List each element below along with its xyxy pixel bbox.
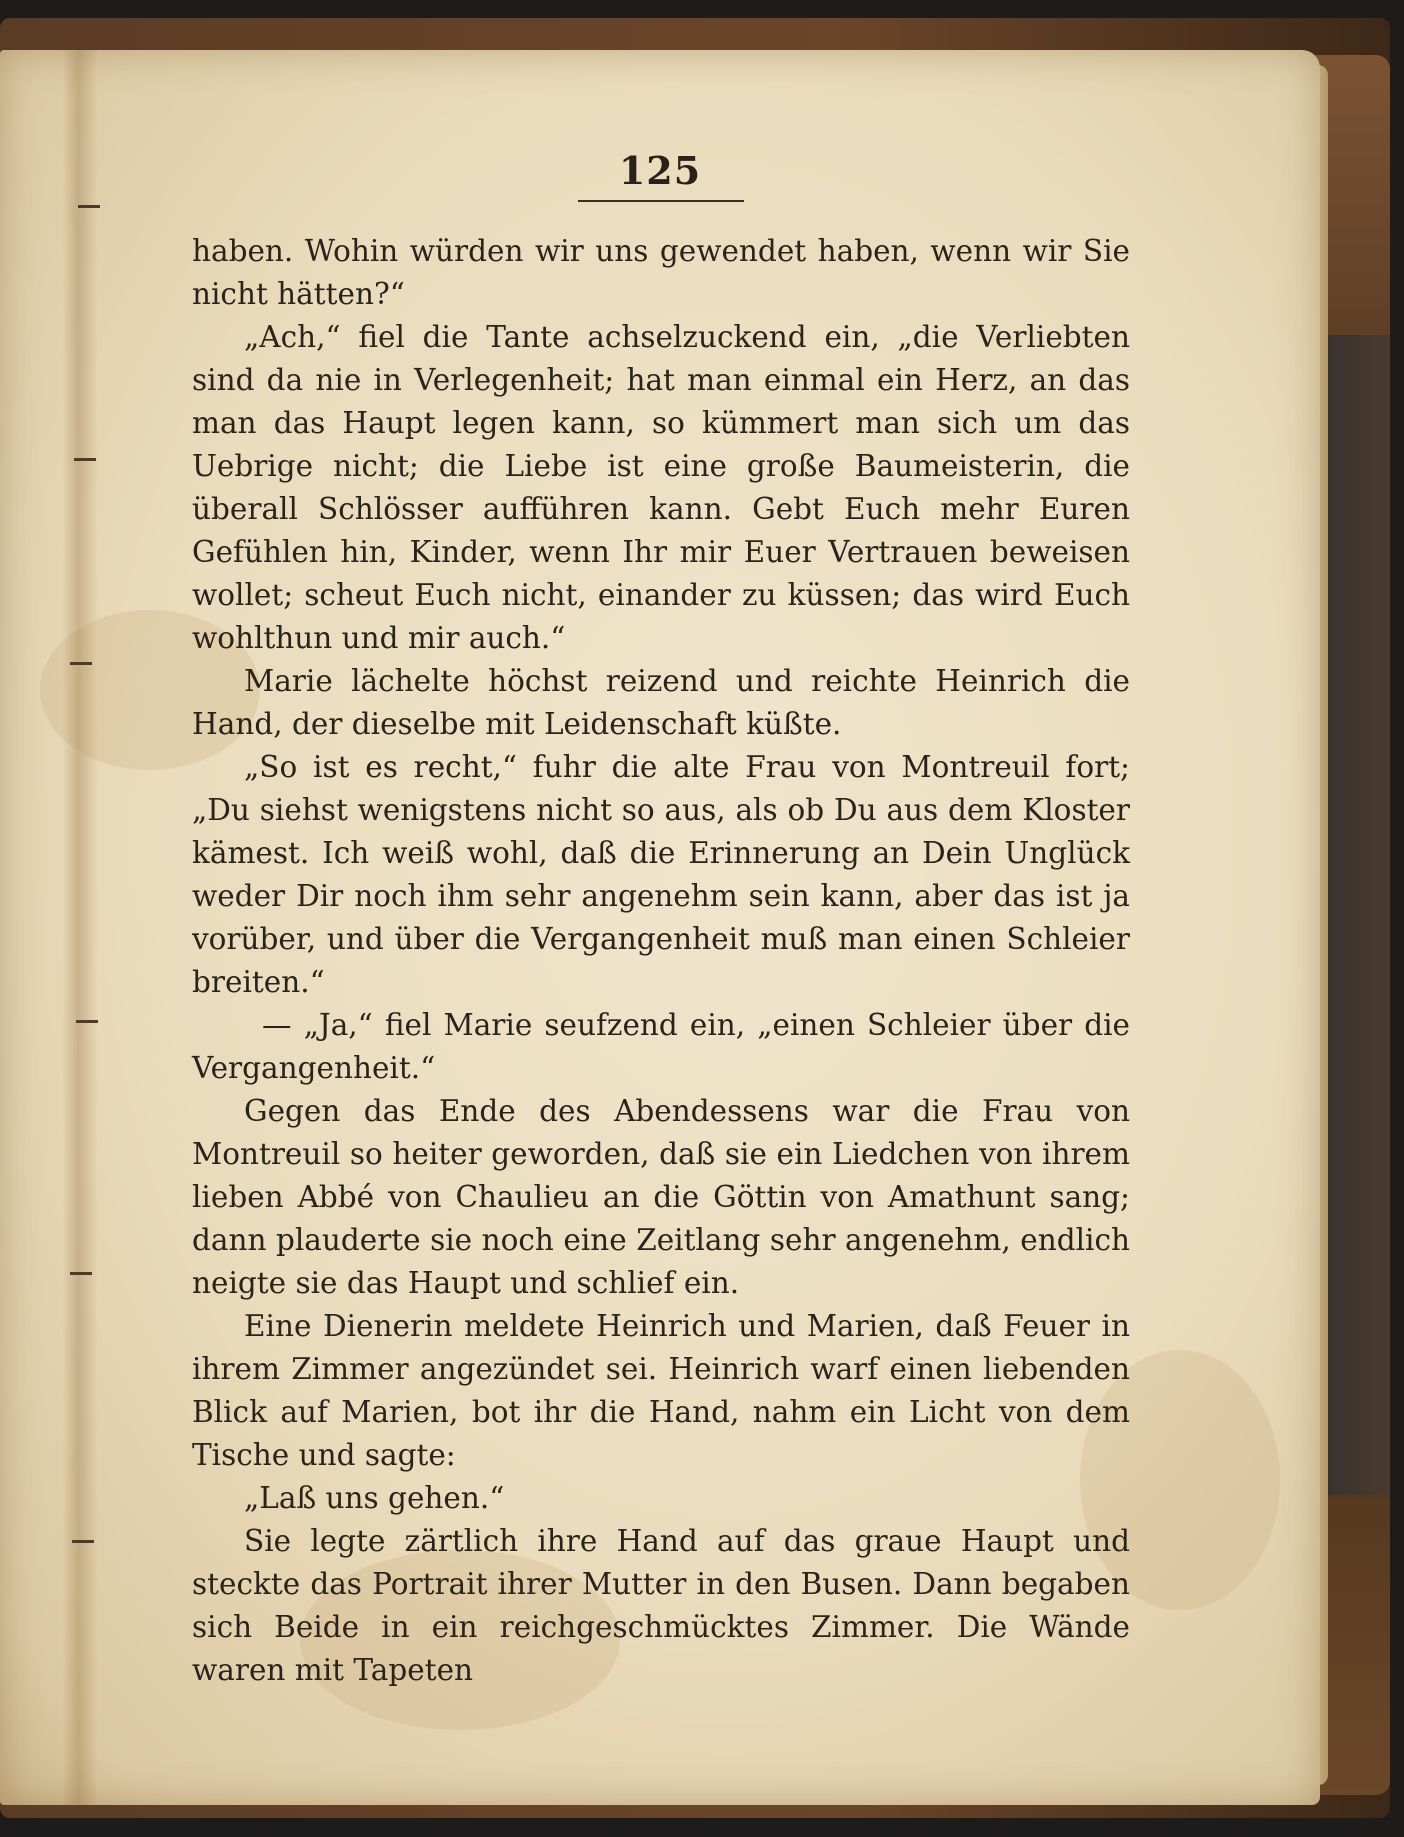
paragraph: Gegen das Ende des Abendessens war die Frau von Montreuil so heiter geworden, daß sie ein Liedchen von ihrem lieben Abbé von Chaulieu an die Göttin von Amathunt sang; dann plauderte sie noch eine Zeitlang sehr angenehm, endlich neigte sie das Haupt und schlief ein.: [192, 1094, 1130, 1300]
margin-mark: [74, 458, 96, 461]
paragraph: „Ach,“ fiel die Tante achselzuckend ein, „die Verliebten sind da nie in Verlegenheit; hat man einmal ein Herz, an das man das Haupt legen kann, so kümmert man sich um das Uebrige nicht; die Liebe ist eine große Baumeisterin, die überall Schlösser aufführen kann. Gebt Euch mehr Euren Gefühlen hin, Kinder, wenn Ihr mir Euer Vertrauen beweisen wollet; scheut Euch nicht, einander zu küssen; das wird Euch wohlthun und mir auch.“: [192, 320, 1130, 655]
margin-mark: [78, 205, 100, 208]
paragraph: Eine Dienerin meldete Heinrich und Marien, daß Feuer in ihrem Zimmer angezündet sei. Heinrich warf einen liebenden Blick auf Marien, bot ihr die Hand, nahm ein Licht von dem Tische und sagte:: [192, 1309, 1130, 1472]
paragraph: Sie legte zärtlich ihre Hand auf das graue Haupt und steckte das Portrait ihrer Mutter in den Busen. Dann begaben sich Beide in ein reichgeschmücktes Zimmer. Die Wände waren mit Tapeten: [192, 1524, 1130, 1687]
paragraph: „Laß uns gehen.“: [244, 1481, 505, 1515]
paragraph: „So ist es recht,“ fuhr die alte Frau von Montreuil fort; „Du siehst wenigstens nicht so aus, als ob Du aus dem Kloster kämest. Ich weiß wohl, daß die Erinnerung an Dein Unglück weder Dir noch ihm sehr angenehm sein kann, aber das ist ja vorüber, und über die Vergangenheit muß man einen Schleier breiten.“: [192, 750, 1130, 999]
header-rule: [578, 200, 744, 202]
margin-mark: [76, 1020, 98, 1023]
paragraph: Marie lächelte höchst reizend und reichte Heinrich die Hand, der dieselbe mit Leidenschaft küßte.: [192, 664, 1130, 741]
margin-mark: [72, 1540, 94, 1543]
paragraph: haben. Wohin würden wir uns gewendet haben, wenn wir Sie nicht hätten?“: [192, 234, 1130, 311]
margin-mark: [70, 1272, 92, 1275]
paragraph: — „Ja,“ fiel Marie seufzend ein, „einen Schleier über die Vergangenheit.“: [192, 1008, 1130, 1085]
body-text: [192, 230, 1130, 1692]
page-number: 125: [618, 148, 702, 193]
margin-mark: [70, 662, 92, 665]
